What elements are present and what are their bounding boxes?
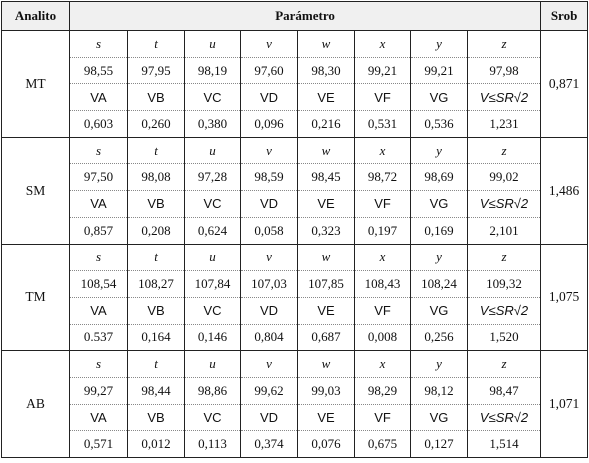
parameter-category: V≤SR√2	[468, 404, 541, 431]
parameter-category: VE	[298, 404, 355, 431]
parameter-category: V≤SR√2	[468, 297, 541, 324]
table-row	[2, 271, 588, 298]
parameter-symbol: v	[241, 351, 298, 378]
table-row	[2, 244, 588, 271]
parameter-result: 1,520	[468, 324, 541, 351]
header-parametro: Parámetro	[70, 2, 541, 31]
parameter-value: 98,47	[468, 377, 541, 404]
parameter-symbol: y	[411, 137, 468, 164]
parameter-category: VG	[411, 84, 468, 111]
parameter-result: 0,012	[128, 431, 185, 458]
parameter-symbol: z	[468, 31, 541, 58]
srob-value: 1,075	[541, 244, 588, 351]
parameter-symbol: t	[128, 137, 185, 164]
parameter-symbol: v	[241, 31, 298, 58]
analyte-name: MT	[2, 31, 70, 138]
table-row	[2, 164, 588, 191]
table-row	[2, 377, 588, 404]
table-row	[2, 297, 588, 324]
parameter-category: VC	[185, 404, 241, 431]
parameter-category: VD	[241, 191, 298, 218]
parameter-result: 0,208	[128, 217, 185, 244]
parameter-category: VG	[411, 404, 468, 431]
parameter-result: 0,260	[128, 111, 185, 138]
analyte-name: AB	[2, 351, 70, 458]
parameter-value: 98,30	[298, 57, 355, 84]
parameter-value: 99,02	[468, 164, 541, 191]
parameter-result: 0,571	[70, 431, 128, 458]
parameter-category: VG	[411, 297, 468, 324]
parameter-symbol: s	[70, 244, 128, 271]
parameter-result: 1,231	[468, 111, 541, 138]
parameter-result: 0,804	[241, 324, 298, 351]
parameter-symbol: s	[70, 137, 128, 164]
parameter-category: V≤SR√2	[468, 84, 541, 111]
parameter-result: 2,101	[468, 217, 541, 244]
parameter-result: 0,197	[355, 217, 411, 244]
table-row	[2, 111, 588, 138]
table-row	[2, 324, 588, 351]
parameter-result: 0,076	[298, 431, 355, 458]
parameter-symbol: w	[298, 244, 355, 271]
parameter-category: VF	[355, 191, 411, 218]
parameter-symbol: y	[411, 244, 468, 271]
parameter-symbol: z	[468, 244, 541, 271]
parameter-result: 0,675	[355, 431, 411, 458]
parameter-value: 98,44	[128, 377, 185, 404]
parameter-value: 99,27	[70, 377, 128, 404]
parameter-result: 0,008	[355, 324, 411, 351]
parameter-symbol: u	[185, 137, 241, 164]
table-row	[2, 217, 588, 244]
parameter-value: 108,24	[411, 271, 468, 298]
parameter-category: VD	[241, 297, 298, 324]
parameter-symbol: u	[185, 31, 241, 58]
header-analito: Analito	[2, 2, 70, 31]
table-body	[2, 31, 588, 458]
parameter-result: 0,536	[411, 111, 468, 138]
parameter-result: 0,380	[185, 111, 241, 138]
parameter-value: 97,28	[185, 164, 241, 191]
parameter-result: 1,514	[468, 431, 541, 458]
parameter-category: VC	[185, 84, 241, 111]
parameter-value: 98,59	[241, 164, 298, 191]
parameter-value: 108,54	[70, 271, 128, 298]
parameter-result: 0,323	[298, 217, 355, 244]
parameter-category: VB	[128, 297, 185, 324]
parameter-value: 99,21	[355, 57, 411, 84]
parameter-category: VA	[70, 404, 128, 431]
parameter-value: 98,12	[411, 377, 468, 404]
parameter-category: VB	[128, 404, 185, 431]
parameter-value: 98,08	[128, 164, 185, 191]
parameter-result: 0.537	[70, 324, 128, 351]
parameter-symbol: w	[298, 31, 355, 58]
parameter-result: 0,058	[241, 217, 298, 244]
parameter-value: 98,69	[411, 164, 468, 191]
parameter-result: 0,216	[298, 111, 355, 138]
parameter-result: 0,113	[185, 431, 241, 458]
srob-value: 0,871	[541, 31, 588, 138]
parameter-value: 99,03	[298, 377, 355, 404]
parameter-value: 97,60	[241, 57, 298, 84]
parameter-value: 107,85	[298, 271, 355, 298]
parameter-category: VF	[355, 404, 411, 431]
parameter-category: VC	[185, 297, 241, 324]
parameter-symbol: y	[411, 31, 468, 58]
table-row	[2, 31, 588, 58]
parameter-result: 0,164	[128, 324, 185, 351]
parameter-category: VA	[70, 191, 128, 218]
parameter-value: 99,21	[411, 57, 468, 84]
parameter-symbol: z	[468, 351, 541, 378]
parameter-category: VE	[298, 84, 355, 111]
parameter-result: 0,624	[185, 217, 241, 244]
table-row	[2, 351, 588, 378]
parameter-value: 98,45	[298, 164, 355, 191]
parameter-symbol: t	[128, 351, 185, 378]
parameter-result: 0,169	[411, 217, 468, 244]
robustness-table	[1, 1, 588, 458]
srob-value: 1,071	[541, 351, 588, 458]
parameter-symbol: w	[298, 351, 355, 378]
table-row	[2, 137, 588, 164]
parameter-result: 0,687	[298, 324, 355, 351]
parameter-value: 98,86	[185, 377, 241, 404]
parameter-category: VF	[355, 297, 411, 324]
parameter-result: 0,857	[70, 217, 128, 244]
parameter-category: VB	[128, 84, 185, 111]
parameter-result: 0,146	[185, 324, 241, 351]
parameter-value: 99,62	[241, 377, 298, 404]
parameter-symbol: x	[355, 31, 411, 58]
parameter-result: 0,603	[70, 111, 128, 138]
parameter-value: 107,03	[241, 271, 298, 298]
parameter-symbol: t	[128, 244, 185, 271]
table-row	[2, 404, 588, 431]
parameter-value: 108,43	[355, 271, 411, 298]
parameter-category: VF	[355, 84, 411, 111]
srob-value: 1,486	[541, 137, 588, 244]
header-srob: Srob	[541, 2, 588, 31]
parameter-result: 0,096	[241, 111, 298, 138]
table-row	[2, 84, 588, 111]
parameter-value: 98,55	[70, 57, 128, 84]
parameter-result: 0,531	[355, 111, 411, 138]
parameter-value: 108,27	[128, 271, 185, 298]
parameter-value: 97,50	[70, 164, 128, 191]
parameter-result: 0,374	[241, 431, 298, 458]
table-row	[2, 431, 588, 458]
parameter-symbol: s	[70, 351, 128, 378]
parameter-category: VA	[70, 297, 128, 324]
parameter-value: 98,72	[355, 164, 411, 191]
parameter-symbol: y	[411, 351, 468, 378]
parameter-category: VA	[70, 84, 128, 111]
parameter-symbol: x	[355, 137, 411, 164]
analyte-name: SM	[2, 137, 70, 244]
parameter-symbol: w	[298, 137, 355, 164]
table-row	[2, 57, 588, 84]
parameter-value: 107,84	[185, 271, 241, 298]
parameter-category: VB	[128, 191, 185, 218]
parameter-symbol: s	[70, 31, 128, 58]
table-row	[2, 191, 588, 218]
parameter-value: 98,19	[185, 57, 241, 84]
parameter-value: 97,98	[468, 57, 541, 84]
parameter-symbol: t	[128, 31, 185, 58]
parameter-result: 0,256	[411, 324, 468, 351]
parameter-category: VE	[298, 191, 355, 218]
parameter-symbol: u	[185, 244, 241, 271]
parameter-symbol: u	[185, 351, 241, 378]
parameter-value: 97,95	[128, 57, 185, 84]
table-header	[2, 2, 588, 31]
parameter-value: 109,32	[468, 271, 541, 298]
analyte-name: TM	[2, 244, 70, 351]
parameter-symbol: x	[355, 244, 411, 271]
parameter-category: VE	[298, 297, 355, 324]
parameter-category: V≤SR√2	[468, 191, 541, 218]
parameter-category: VC	[185, 191, 241, 218]
parameter-symbol: z	[468, 137, 541, 164]
parameter-symbol: v	[241, 244, 298, 271]
parameter-symbol: v	[241, 137, 298, 164]
parameter-category: VG	[411, 191, 468, 218]
parameter-category: VD	[241, 84, 298, 111]
parameter-symbol: x	[355, 351, 411, 378]
parameter-result: 0,127	[411, 431, 468, 458]
parameter-value: 98,29	[355, 377, 411, 404]
parameter-category: VD	[241, 404, 298, 431]
